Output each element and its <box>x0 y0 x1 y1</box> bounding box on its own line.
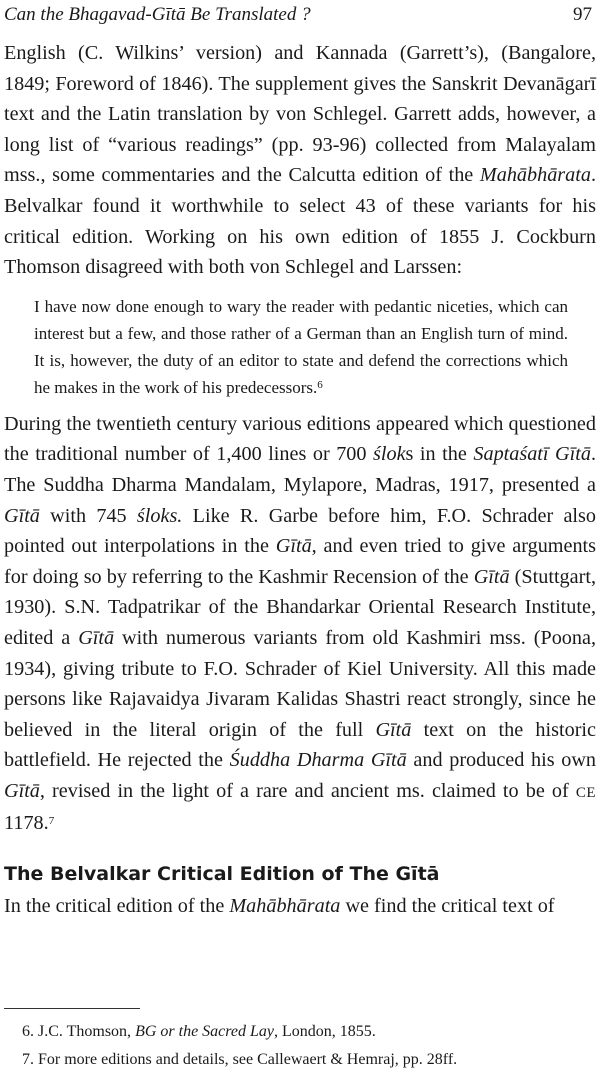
footnote-7 <box>22 1046 592 1074</box>
text-run: and produced his own <box>406 749 596 772</box>
italic-title: BG or the Sacred Lay <box>135 1023 274 1040</box>
italic-title: Gītā <box>375 718 412 741</box>
text-run: , revised in the light of a rare and ancient ms. claimed to be of <box>39 779 576 802</box>
text-run: . Belvalkar found it worthwhile to select 43 of these variants for his critical edition. Working on his own edition of 1855 J. Cockburn Thomson disagreed with both von Schlegel and Larssen: <box>4 164 596 279</box>
text-run: we find the critical text of <box>340 895 555 918</box>
text-run: During the twentieth century various editions appeared which questioned the traditional number of 1,400 lines or 700 <box>4 412 596 466</box>
block-quote <box>34 293 568 401</box>
italic-title: Saptaśatī Gītā <box>473 443 591 466</box>
italic-title: Mahābhārata <box>229 895 341 918</box>
main-text <box>4 38 596 922</box>
running-head <box>4 2 592 28</box>
footnote-6 <box>22 1018 592 1046</box>
footnotes <box>22 1018 592 1074</box>
italic-title: Gītā <box>473 565 510 588</box>
text-run: English (C. Wilkins’ version) and Kannada (Garrett’s), (Bangalore, 1849; Foreword of 1846). The supplement gives the Sanskrit Devanāgarī text and the Latin translation by von Schlegel. Garrett adds, however, a long list of “various readings” (pp. 93-96) collected from Malayalam mss., some commentaries and the Calcutta edition of the <box>4 42 596 187</box>
text-run: with 745 <box>39 504 137 527</box>
text-run: J.C. Thomson, <box>34 1023 136 1040</box>
paragraph-twentieth-century <box>4 409 596 839</box>
footnote-ref-6[interactable]: 6 <box>317 378 323 391</box>
italic-term: śloks. <box>136 504 183 527</box>
footnote-divider <box>4 1008 140 1009</box>
text-run: In the critical edition of the <box>4 895 230 918</box>
paragraph-critical-edition <box>4 891 596 922</box>
footnote-number: 6. <box>22 1023 34 1040</box>
italic-title: Gītā <box>4 779 40 802</box>
text-run: , London, 1855. <box>274 1023 376 1040</box>
italic-title: Mahābhārata <box>479 164 591 187</box>
italic-term: ślok <box>373 443 406 466</box>
text-run: For more editions and details, see Callewaert & Hemraj, pp. 28ff. <box>34 1051 458 1068</box>
text-run: . The Suddha Dharma Mandalam, Mylapore, Madras, 1917, presented a <box>4 443 596 496</box>
running-head-title: Can the Bhagavad-Gītā Be Translated ? <box>4 4 311 25</box>
text-run: (Stuttgart, 1930). S.N. Tadpatrikar of the Bhandarkar Oriental Research Institute, edited a <box>4 565 596 649</box>
italic-title: Gītā <box>275 535 312 558</box>
footnote-ref-7[interactable]: 7 <box>48 815 55 828</box>
small-caps-era: CE <box>575 784 596 801</box>
text-run: Like R. Garbe before him, F.O. Schrader also pointed out interpolations in the <box>4 504 596 558</box>
italic-title: Śuddha Dharma Gītā <box>229 749 407 772</box>
text-run: , and even tried to give arguments for doing so by referring to the Kashmir Recension of the <box>4 535 597 588</box>
page-number: 97 <box>573 4 592 25</box>
italic-title: Gītā <box>78 626 115 649</box>
text-run: with numerous variants from old Kashmiri mss. (Poona, 1934), giving tribute to F.O. Schrader of Kiel University. All this made persons like Rajavaidya Jivaram Kalidas Shastri react strongly, since he believed in the literal origin of the full <box>4 626 596 741</box>
text-run: 1178. <box>4 812 49 835</box>
footnote-number: 7. <box>22 1051 34 1068</box>
quote-text: I have now done enough to wary the reader with pedantic niceties, which can interest but a few, and those rather of a German than an English turn of mind. It is, however, the duty of an editor to state and defend the corrections which he makes in the work of his predecessors. <box>34 296 568 397</box>
paragraph-editions-1849 <box>4 38 596 283</box>
text-run: text on the historic battlefield. He rejected the <box>4 718 596 772</box>
section-heading: The Belvalkar Critical Edition of The Gītā <box>4 863 440 886</box>
text-run: s in the <box>405 443 474 466</box>
italic-title: Gītā <box>4 504 40 527</box>
